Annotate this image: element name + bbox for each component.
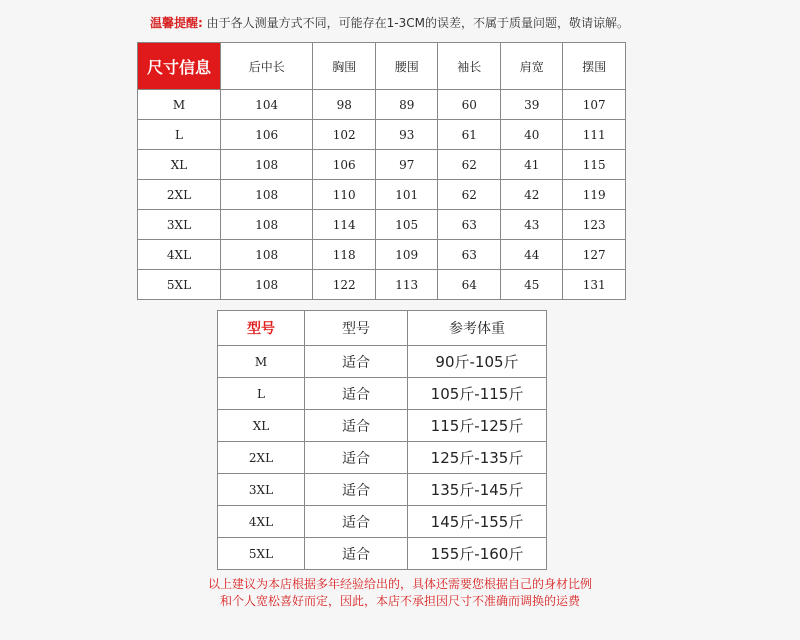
col-header-model: 型号 [305,311,408,346]
fit-cell: 适合 [305,538,408,570]
value-cell: 101 [375,180,438,210]
value-cell: 106 [221,120,313,150]
fit-cell: 适合 [305,474,408,506]
footer-disclaimer [0,576,800,610]
table-row [138,150,626,180]
value-cell: 93 [375,120,438,150]
value-cell: 45 [500,270,563,300]
weight-table [217,310,547,570]
table-row [218,378,547,410]
value-cell: 43 [500,210,563,240]
col-header-sleeve: 袖长 [438,43,501,90]
size-cell: 5XL [138,270,221,300]
weight-table-body [218,346,547,570]
size-cell: M [218,346,305,378]
weight-range-cell: 90斤-105斤 [408,346,547,378]
value-cell: 106 [313,150,376,180]
footer-line-2: 和个人宽松喜好而定，因此，本店不承担因尺寸不准确而调换的运费 [219,594,580,608]
weight-range-cell: 125斤-135斤 [408,442,547,474]
weight-range-cell: 115斤-125斤 [408,410,547,442]
value-cell: 111 [563,120,626,150]
fit-cell: 适合 [305,442,408,474]
fit-cell: 适合 [305,410,408,442]
value-cell: 64 [438,270,501,300]
col-header-model-highlight: 型号 [218,311,305,346]
table-row [138,240,626,270]
weight-range-cell: 135斤-145斤 [408,474,547,506]
value-cell: 63 [438,210,501,240]
weight-range-cell: 155斤-160斤 [408,538,547,570]
value-cell: 41 [500,150,563,180]
value-cell: 108 [221,210,313,240]
value-cell: 131 [563,270,626,300]
value-cell: 62 [438,150,501,180]
value-cell: 102 [313,120,376,150]
size-cell: 4XL [218,506,305,538]
size-table-body [138,90,626,300]
fit-cell: 适合 [305,506,408,538]
weight-range-cell: 145斤-155斤 [408,506,547,538]
table-row [138,180,626,210]
size-cell: XL [218,410,305,442]
table-row [218,410,547,442]
value-cell: 127 [563,240,626,270]
table-row [218,442,547,474]
value-cell: 108 [221,270,313,300]
size-cell: 2XL [138,180,221,210]
col-header-back-length: 后中长 [221,43,313,90]
value-cell: 61 [438,120,501,150]
notice-text: 由于各人测量方式不同，可能存在1-3CM的误差，不属于质量问题，敬请谅解。 [206,16,629,30]
value-cell: 62 [438,180,501,210]
size-cell: 5XL [218,538,305,570]
size-cell: XL [138,150,221,180]
size-cell: M [138,90,221,120]
size-cell: L [138,120,221,150]
table-row [138,90,626,120]
value-cell: 104 [221,90,313,120]
col-header-reference-weight: 参考体重 [408,311,547,346]
size-cell: 4XL [138,240,221,270]
value-cell: 60 [438,90,501,120]
notice-tag: 温馨提醒: [150,16,203,30]
table-row [138,120,626,150]
size-table [137,42,626,300]
value-cell: 123 [563,210,626,240]
table-row [138,270,626,300]
fit-cell: 适合 [305,378,408,410]
value-cell: 89 [375,90,438,120]
col-header-chest: 胸围 [313,43,376,90]
size-cell: 3XL [138,210,221,240]
size-cell: L [218,378,305,410]
table-row [138,210,626,240]
value-cell: 114 [313,210,376,240]
col-header-shoulder: 肩宽 [500,43,563,90]
value-cell: 40 [500,120,563,150]
col-header-hem: 摆围 [563,43,626,90]
table-row [218,474,547,506]
value-cell: 119 [563,180,626,210]
table-row [218,538,547,570]
value-cell: 44 [500,240,563,270]
size-info-badge: 尺寸信息 [138,43,221,90]
notice [150,14,790,31]
value-cell: 97 [375,150,438,180]
size-cell: 3XL [218,474,305,506]
size-cell: 2XL [218,442,305,474]
weight-table-header-row [218,311,547,346]
value-cell: 113 [375,270,438,300]
value-cell: 122 [313,270,376,300]
value-cell: 39 [500,90,563,120]
value-cell: 108 [221,240,313,270]
value-cell: 63 [438,240,501,270]
size-table-header-row [138,43,626,90]
footer-line-1: 以上建议为本店根据多年经验给出的，具体还需要您根据自己的身材比例 [207,577,592,591]
value-cell: 110 [313,180,376,210]
table-row [218,346,547,378]
col-header-waist: 腰围 [375,43,438,90]
value-cell: 118 [313,240,376,270]
fit-cell: 适合 [305,346,408,378]
value-cell: 42 [500,180,563,210]
value-cell: 107 [563,90,626,120]
value-cell: 109 [375,240,438,270]
value-cell: 108 [221,180,313,210]
weight-range-cell: 105斤-115斤 [408,378,547,410]
value-cell: 108 [221,150,313,180]
value-cell: 98 [313,90,376,120]
table-row [218,506,547,538]
value-cell: 115 [563,150,626,180]
value-cell: 105 [375,210,438,240]
